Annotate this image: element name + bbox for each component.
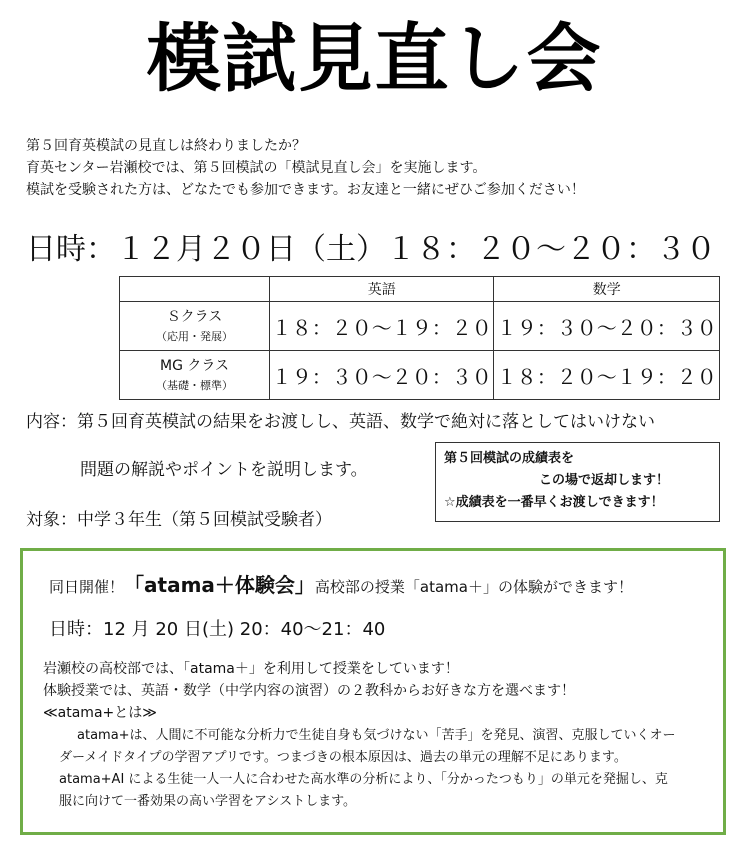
table-header-math: 数学 <box>494 277 720 302</box>
about-line-4: 服に向けて一番効果の高い学習をアシストします。 <box>59 794 357 809</box>
event-about-heading: ≪atama+とは≫ <box>43 705 157 721</box>
event-prefix: 同日開催！ <box>49 578 125 596</box>
event-suffix: 高校部の授業「atama＋」の体験ができます！ <box>314 578 633 596</box>
about-line-2: ダーメイドタイプの学習アプリです。つまづきの根本原因は、過去の単元の理解不足にあります。 <box>59 750 627 765</box>
about-line-1: atama+は、人間に不可能な分析力で生徒自身も気づけない「苦手」を発見、演習、克服していくオー <box>77 728 676 743</box>
event-body-line-2: 体験授業では、英語・数学（中学内容の演習）の２教科からお好きな方を選べます！ <box>43 683 575 699</box>
notice-line-2: この場で返却します！ <box>539 473 670 488</box>
math-time: １８：２０～１９：２０ <box>494 351 720 400</box>
event-datetime: 日時：１２月２０日（土）１８：２０～２０：３０ <box>26 232 716 267</box>
class-name: Ｓクラス <box>166 309 223 325</box>
english-time: １９：３０～２０：３０ <box>269 351 494 400</box>
event-body-line-1: 岩瀬校の高校部では、「atama＋」を利用して授業をしています！ <box>43 661 459 677</box>
table-row <box>120 351 720 400</box>
notice-line-1: 第５回模試の成績表を <box>444 451 575 466</box>
english-time: １８：２０～１９：２０ <box>269 302 494 351</box>
math-time: １９：３０～２０：３０ <box>494 302 720 351</box>
schedule-table <box>119 276 720 400</box>
table-header-blank <box>120 277 270 302</box>
content-line-2: 問題の解説やポイントを説明します。 <box>80 460 368 480</box>
target-audience: 対象：中学３年生（第５回模試受験者） <box>26 510 332 530</box>
table-header-english: 英語 <box>269 277 494 302</box>
class-cell <box>120 302 270 351</box>
content-line-1: 内容：第５回育英模試の結果をお渡しし、英語、数学で絶対に落としてはいけない <box>26 412 655 432</box>
report-card-notice <box>435 442 720 522</box>
about-line-3: atama+AI による生徒一人一人に合わせた高水準の分析により、「分かったつもり」の単元を発掘し、克 <box>59 772 668 787</box>
class-cell <box>120 351 270 400</box>
intro-line-1: 第５回育英模試の見直しは終わりましたか？ <box>26 138 306 154</box>
event-name: 「atama＋体験会」 <box>124 573 315 597</box>
atama-event-box <box>20 548 726 835</box>
class-level: （基礎・標準） <box>155 379 233 392</box>
event-headline <box>49 573 633 599</box>
table-header-row <box>120 277 720 302</box>
class-name: MG クラス <box>160 358 229 374</box>
intro-line-3: 模試を受験された方は、どなたでも参加できます。お友達と一緒にぜひご参加ください！ <box>26 182 585 198</box>
page-title: 模試見直し会 <box>146 16 603 102</box>
class-level: （応用・発展） <box>155 330 233 343</box>
event-datetime-2: 日時：12 月 20 日(土) 20：40～21：40 <box>49 619 386 640</box>
notice-line-3: ☆成績表を一番早くお渡しできます！ <box>444 495 664 510</box>
intro-line-2: 育英センター岩瀬校では、第５回模試の「模試見直し会」を実施します。 <box>26 160 487 176</box>
table-row <box>120 302 720 351</box>
